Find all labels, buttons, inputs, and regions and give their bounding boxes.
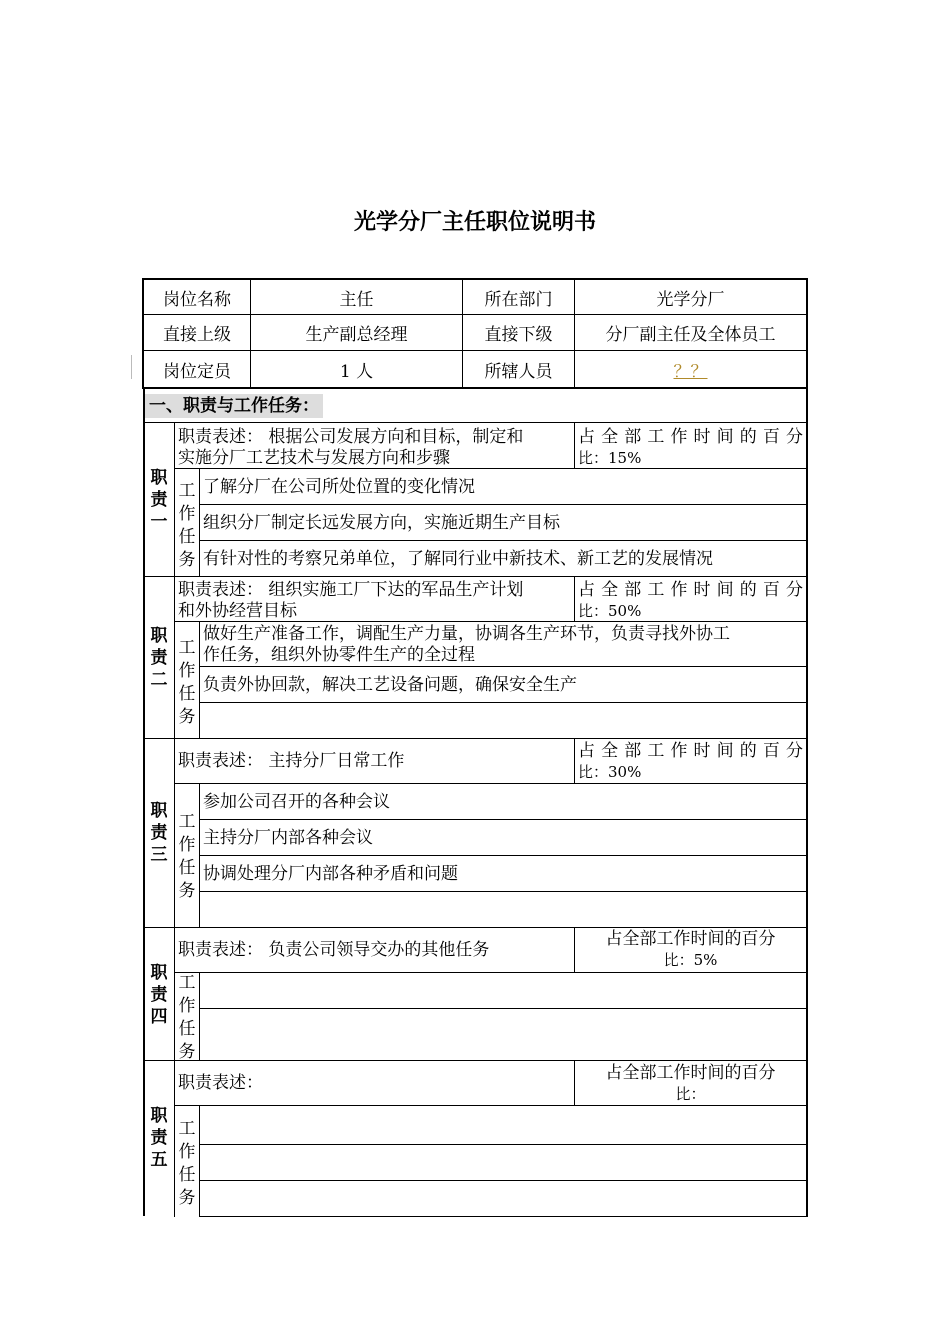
section-title: 一、职责与工作任务： [145,394,323,418]
duty-3-task-1: 参加公司召开的各种会议 [203,792,390,812]
duty-2-work-label: 工 作 任 务 [178,638,196,727]
department-value: 光学分厂 [656,289,725,310]
duty-3-time-percentage: 占全部工作时间的百分 比：30% [578,741,803,781]
duty-2-description: 职责表述： 组织实施工厂下达的军品生产计划 和外协经营目标 [178,580,524,621]
duty-2-side-label: 职 责 二 [150,626,168,690]
duty-1-task-3: 有针对性的考察兄弟单位，了解同行业中新技术、新工艺的发展情况 [203,549,713,569]
duty-1-description: 职责表述： 根据公司发展方向和目标，制定和 实施分厂工艺技术与发展方向和步骤 [178,427,524,468]
position-name-value: 主任 [339,289,374,310]
superior-label: 直接上级 [163,325,231,345]
page-title: 光学分厂主任职位说明书 [353,210,596,235]
superior-value: 生产副总经理 [305,325,408,345]
duty-4-description: 职责表述： 负责公司领导交办的其他任务 [178,940,490,960]
duty-3-task-3: 协调处理分厂内部各种矛盾和问题 [203,864,458,884]
duty-3-description: 职责表述： 主持分厂日常工作 [178,751,405,771]
managed-label: 所辖人员 [484,361,553,382]
duty-2-time-percentage: 占全部工作时间的百分 比：50% [578,580,803,620]
duty-4-time-percentage: 占全部工作时间的百分 比：5% [605,929,776,969]
duty-2-task-2: 负责外协回款，解决工艺设备问题，确保安全生产 [203,675,577,695]
subordinate-value: 分厂副主任及全体员工 [605,325,776,345]
duty-1-task-2: 组织分厂制定长远发展方向，实施近期生产目标 [203,513,560,533]
duty-5-side-label: 职 责 五 [150,1106,168,1170]
duty-5-work-label: 工 作 任 务 [178,1119,196,1208]
duty-5-description: 职责表述： [178,1073,263,1093]
duty-3-task-2: 主持分厂内部各种会议 [203,828,373,848]
duty-1-time-percentage: 占全部工作时间的百分 比：15% [578,427,803,467]
duty-4-side-label: 职 责 四 [150,963,168,1027]
duty-1-task-1: 了解分厂在公司所处位置的变化情况 [203,477,475,497]
subordinate-label: 直接下级 [484,325,553,345]
duty-1-work-label: 工 作 任 务 [178,481,196,570]
duty-1-side-label: 职 责 一 [150,468,168,532]
position-name-label: 岗位名称 [163,289,231,310]
headcount-label: 岗位定员 [163,361,231,382]
duty-3-work-label: 工 作 任 务 [178,812,196,901]
headcount-value: 1 人 [339,361,374,382]
managed-value-link[interactable]: ？？ [673,361,708,382]
duty-2-task-1: 做好生产准备工作，调配生产力量，协调各生产环节，负责寻找外协工 作任务，组织外协零件生产的全过程 [203,624,730,665]
duty-5-time-percentage: 占全部工作时间的百分 比： [605,1063,776,1103]
department-label: 所在部门 [484,289,553,310]
duty-4-work-label: 工 作 任 务 [178,973,196,1062]
duty-3-side-label: 职 责 三 [150,801,168,865]
